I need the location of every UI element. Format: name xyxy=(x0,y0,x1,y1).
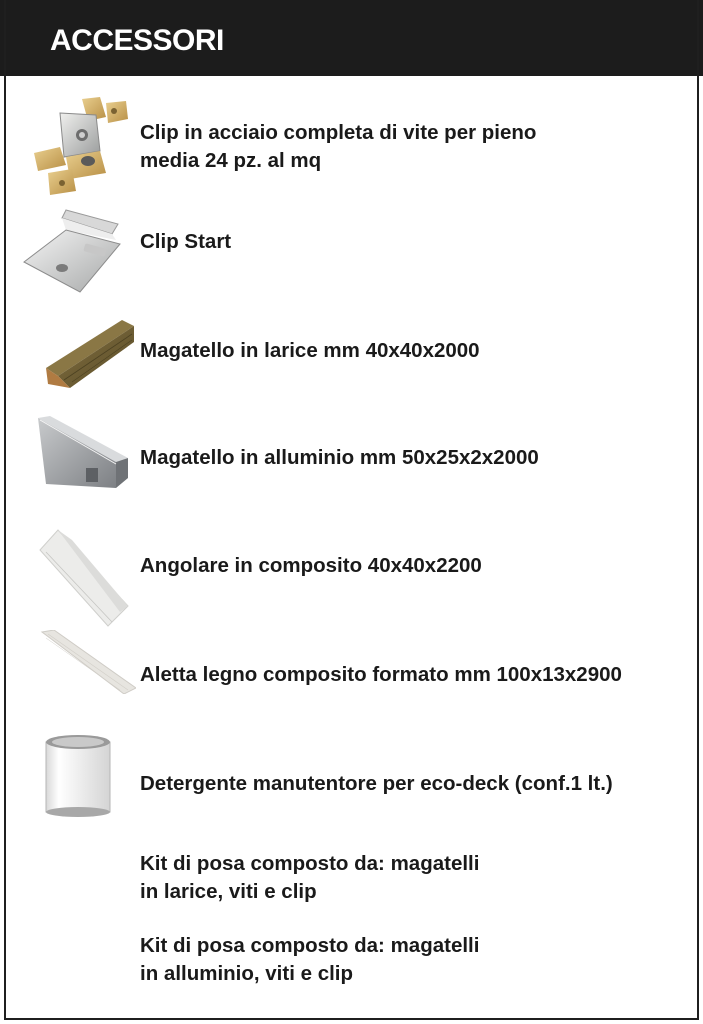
aluminium-joist-icon xyxy=(36,414,128,490)
item-kit-aluminium: Kit di posa composto da: magatelli in alluminio, viti e clip xyxy=(140,934,480,985)
composite-strip-icon xyxy=(40,630,136,694)
cleaner-can-icon xyxy=(42,732,114,818)
item-aluminium-joist: Magatello in alluminio mm 50x25x2x2000 xyxy=(140,446,539,469)
item-clip-start: Clip Start xyxy=(140,230,232,253)
item-larch-joist: Magatello in larice mm 40x40x2000 xyxy=(140,339,480,362)
item-steel-clip: Clip in acciaio completa di vite per pieno media 24 pz. al mq xyxy=(140,121,537,172)
steel-clip-icon xyxy=(26,95,132,199)
start-clip-icon xyxy=(20,206,122,296)
item-composite-angle: Angolare in composito 40x40x2200 xyxy=(140,554,482,577)
section-title: ACCESSORI xyxy=(50,24,224,57)
larch-joist-icon xyxy=(44,318,136,390)
item-kit-larch: Kit di posa composto da: magatelli in larice, viti e clip xyxy=(140,852,480,903)
item-composite-strip: Aletta legno composito formato mm 100x13x2900 xyxy=(140,663,622,686)
composite-angle-icon xyxy=(36,528,130,628)
item-cleaner: Detergente manutentore per eco-deck (conf.1 lt.) xyxy=(140,772,613,795)
